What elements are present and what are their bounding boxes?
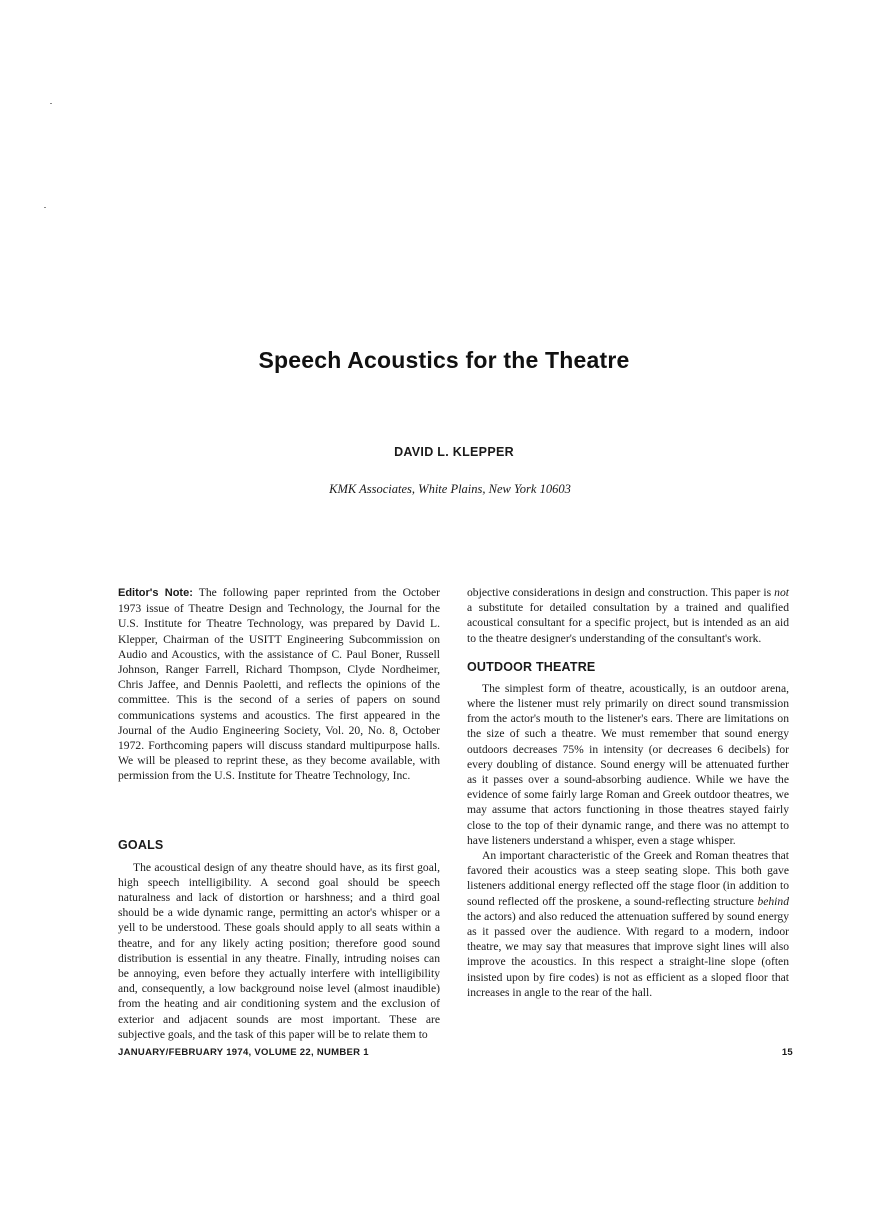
continuation-text-2: a substitute for detailed consultation by a trained and qualified acoustical consultant for a specific project, but is intended as an aid to the theatre designer's understanding of the consultant's work. [467, 601, 789, 645]
continuation-paragraph [467, 585, 789, 646]
article-title: Speech Acoustics for the Theatre [258, 347, 630, 373]
editors-note [118, 585, 440, 784]
right-column [467, 585, 789, 1000]
editors-note-text: The following paper reprinted from the October 1973 issue of Theatre Design and Technology, the Journal for the U.S. Institute for Theatre Technology, was prepared by David L. Klepper, Chairman of the USITT Engineering Subcommission on Audio and Acoustics, with the assistance of C. Paul Boner, Russell Johnson, Ranger Farrell, Richard Thompson, Clyde Nordheimer, Chris Jaffee, and Dennis Paoletti, and reflects the opinions of the committee. This is the second of a series of papers on sound communications systems and acoustics. The first appeared in the Journal of the Audio Engineering Society, Vol. 20, No. 8, October 1972. Forthcoming papers will discuss standard multipurpose halls. We will be pleased to reprint these, as they become available, with permission from the U.S. Institute for Theatre Technology, Inc. [118, 586, 440, 783]
goals-paragraph: The acoustical design of any theatre should have, as its first goal, high speech intelligibility. A second goal should be speech naturalness and lack of distortion or harshness; and a third goal should be a wide dynamic range, permitting an actor's whisper or a yell to be understood. These goals should apply to all seats within a theatre, and for any likely acting position; therefore good sound distribution is essential in any theatre. Finally, intruding noises can be annoying, even before they actually interfere with intelligibility and, consequently, a low background noise level (almost inaudible) from the heating and air conditioning system and the exclusion of exterior and adjacent sounds are most important. These are subjective goals, and the task of this paper will be to relate them to [118, 860, 440, 1041]
outdoor-paragraph-2-text-1: An important characteristic of the Greek and Roman theatres that favored their acoustics was a steep seating slope. This both gave listeners additional energy reflected off the stage floor (in addition to sound reflected off the proskene, a sound-reflecting structure [467, 849, 789, 908]
scan-speck [50, 103, 52, 104]
page-footer [118, 1047, 793, 1058]
outdoor-paragraph-2 [467, 848, 789, 1000]
section-heading-outdoor-theatre: OUTDOOR THEATRE [467, 659, 596, 674]
scan-speck [44, 207, 46, 208]
left-column [118, 585, 440, 1042]
journal-issue: JANUARY/FEBRUARY 1974, VOLUME 22, NUMBER 1 [118, 1047, 369, 1058]
continuation-emphasis: not [774, 586, 789, 599]
editors-note-label: Editor's Note: [118, 587, 193, 599]
author-affiliation: KMK Associates, White Plains, New York 10603 [329, 482, 571, 496]
page-number: 15 [781, 1047, 793, 1058]
outdoor-paragraph-2-text-2: the actors) and also reduced the attenuation suffered by sound energy as it passed over the audience. With regard to a modern, indoor theatre, we may say that measures that improve sight lines will also improve the acoustics. In this respect a straight-line slope (often insisted upon by fire codes) is not as efficient as a sloped floor that increases in angle to the rear of the hall. [467, 909, 789, 999]
outdoor-paragraph-1: The simplest form of theatre, acoustically, is an outdoor arena, where the listener must rely primarily on direct sound transmission from the actor's mouth to the listener's ears. There are limitations on the size of such a theatre. We must remember that sound energy outdoors decreases 75% in intensity (or decreases 6 decibels) for every doubling of distance. Sound energy will be attenuated further as it passes over a sound-absorbing audience. While we have the evidence of some fairly large Roman and Greek outdoor theatres, we may assume that actors functioning in those theatres stayed fairly close to the top of their dynamic range, and there was no attempt to have listeners understand a whisper, even a stage whisper. [467, 681, 789, 847]
section-heading-goals: GOALS [118, 837, 164, 852]
continuation-text-1: objective considerations in design and construction. This paper is [467, 586, 775, 599]
outdoor-paragraph-2-emphasis: behind [757, 894, 789, 908]
author-name: DAVID L. KLEPPER [394, 445, 514, 459]
